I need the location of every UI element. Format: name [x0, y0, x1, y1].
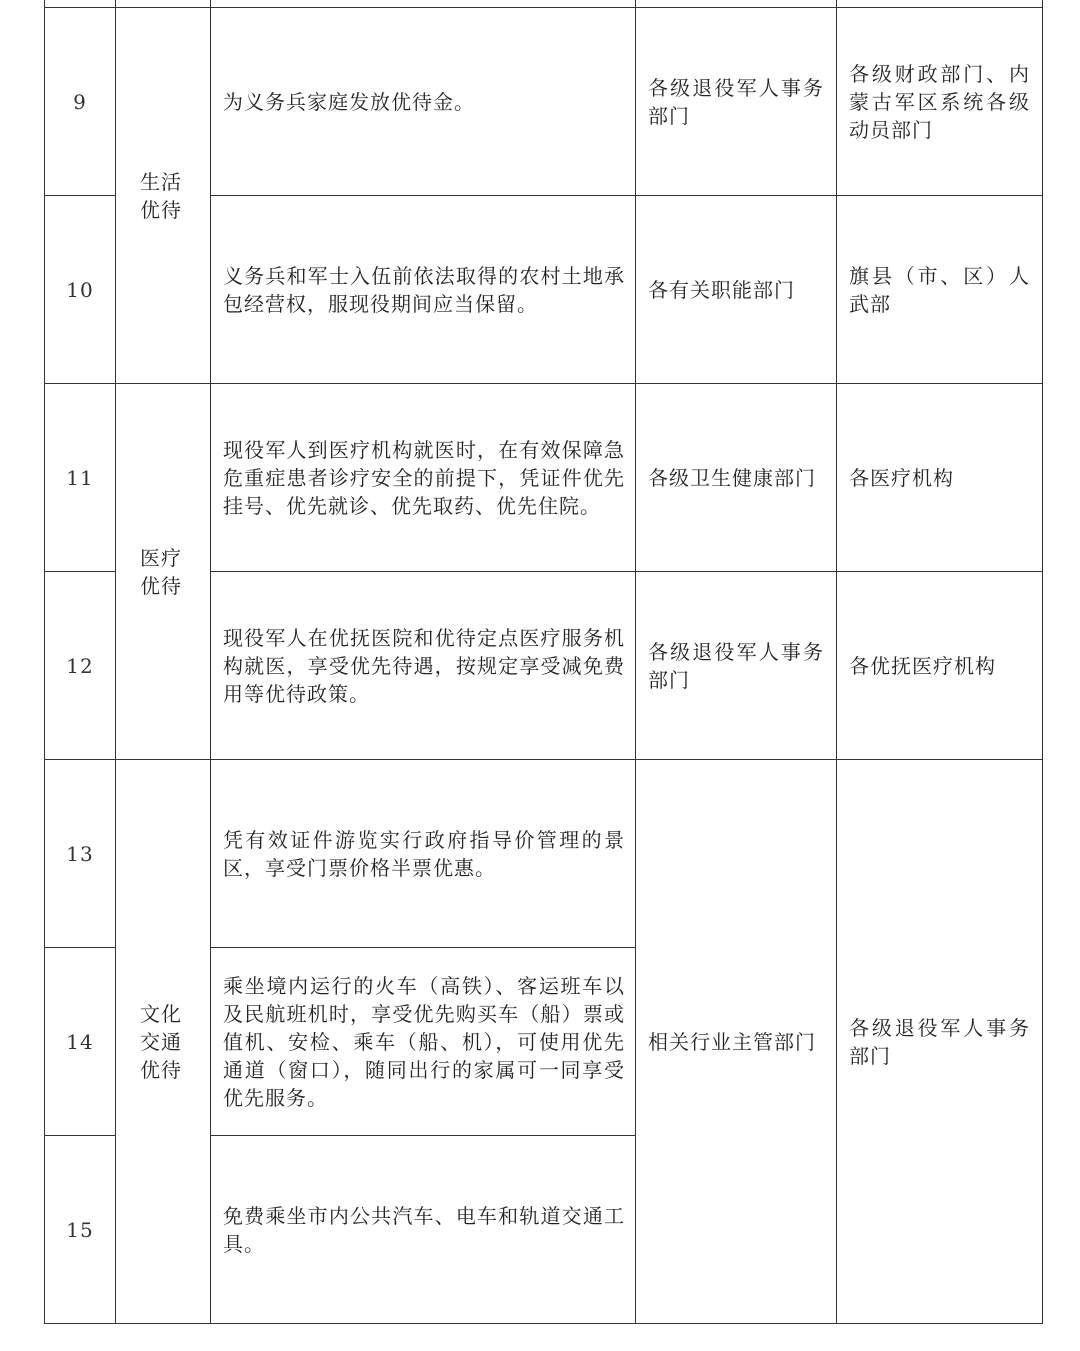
- category-cell: [116, 760, 211, 1324]
- item-cell: [211, 1136, 636, 1324]
- responsible-dept-text: 各有关职能部门: [648, 277, 795, 302]
- row-number: 12: [45, 572, 116, 760]
- item-cell: [211, 760, 636, 948]
- cooperating-dept-text: 各医疗机构: [849, 465, 954, 490]
- table-row: [45, 760, 1043, 948]
- item-cell: [211, 572, 636, 760]
- responsible-dept-cell: [636, 196, 837, 384]
- row-number: 10: [45, 196, 116, 384]
- responsible-dept-cell: [636, 760, 837, 1324]
- item-text: 为义务兵家庭发放优待金。: [223, 89, 475, 114]
- category-cell: [116, 384, 211, 760]
- item-text: 免费乘坐市内公共汽车、电车和轨道交通工具。: [223, 1203, 625, 1256]
- cooperating-dept-cell: [837, 384, 1043, 572]
- responsible-dept-text: 各级退役军人事务部门: [648, 75, 824, 128]
- cooperating-dept-text: 各优抚医疗机构: [849, 653, 996, 678]
- table-row: [45, 8, 1043, 196]
- responsible-dept-cell: [636, 572, 837, 760]
- row-number: 15: [45, 1136, 116, 1324]
- item-text: 凭有效证件游览实行政府指导价管理的景区，享受门票价格半票优惠。: [223, 827, 625, 880]
- responsible-dept-text: 各级卫生健康部门: [648, 465, 816, 490]
- cooperating-dept-text: 各级财政部门、内蒙古军区系统各级动员部门: [849, 61, 1030, 142]
- responsible-dept-text: 相关行业主管部门: [648, 1029, 816, 1054]
- item-cell: [211, 8, 636, 196]
- cooperating-dept-cell: [837, 572, 1043, 760]
- cooperating-dept-text: 旗县（市、区）人武部: [849, 263, 1030, 316]
- category-label: 医疗优待: [140, 545, 182, 598]
- item-text: 乘坐境内运行的火车（高铁）、客运班车以及民航班机时，享受优先购买车（船）票或值机、安检、乘车（船、机），可使用优先通道（窗口），随同出行的家属可一同享受优先服务。: [223, 973, 625, 1110]
- item-cell: [211, 196, 636, 384]
- cooperating-dept-cell: [837, 196, 1043, 384]
- category-cell: [116, 8, 211, 384]
- cooperating-dept-cell: [837, 760, 1043, 1324]
- row-number: 13: [45, 760, 116, 948]
- policy-table: [44, 0, 1043, 1324]
- item-text: 义务兵和军士入伍前依法取得的农村土地承包经营权，服现役期间应当保留。: [223, 263, 625, 316]
- item-cell: [211, 948, 636, 1136]
- responsible-dept-cell: [636, 384, 837, 572]
- table-row: [45, 384, 1043, 572]
- item-text: 现役军人在优抚医院和优待定点医疗服务机构就医，享受优先待遇，按规定享受减免费用等优待政策。: [223, 625, 625, 706]
- category-label: 文化交通优待: [140, 1001, 182, 1082]
- cooperating-dept-cell: [837, 8, 1043, 196]
- table-row-partial: [45, 0, 1043, 8]
- responsible-dept-text: 各级退役军人事务部门: [648, 639, 824, 692]
- row-number: 11: [45, 384, 116, 572]
- item-text: 现役军人到医疗机构就医时，在有效保障急危重症患者诊疗安全的前提下，凭证件优先挂号、优先就诊、优先取药、优先住院。: [223, 437, 625, 518]
- cooperating-dept-text: 各级退役军人事务部门: [849, 1015, 1030, 1068]
- responsible-dept-cell: [636, 8, 837, 196]
- row-number: 14: [45, 948, 116, 1136]
- row-number: 9: [45, 8, 116, 196]
- item-cell: [211, 384, 636, 572]
- category-label: 生活优待: [140, 169, 182, 222]
